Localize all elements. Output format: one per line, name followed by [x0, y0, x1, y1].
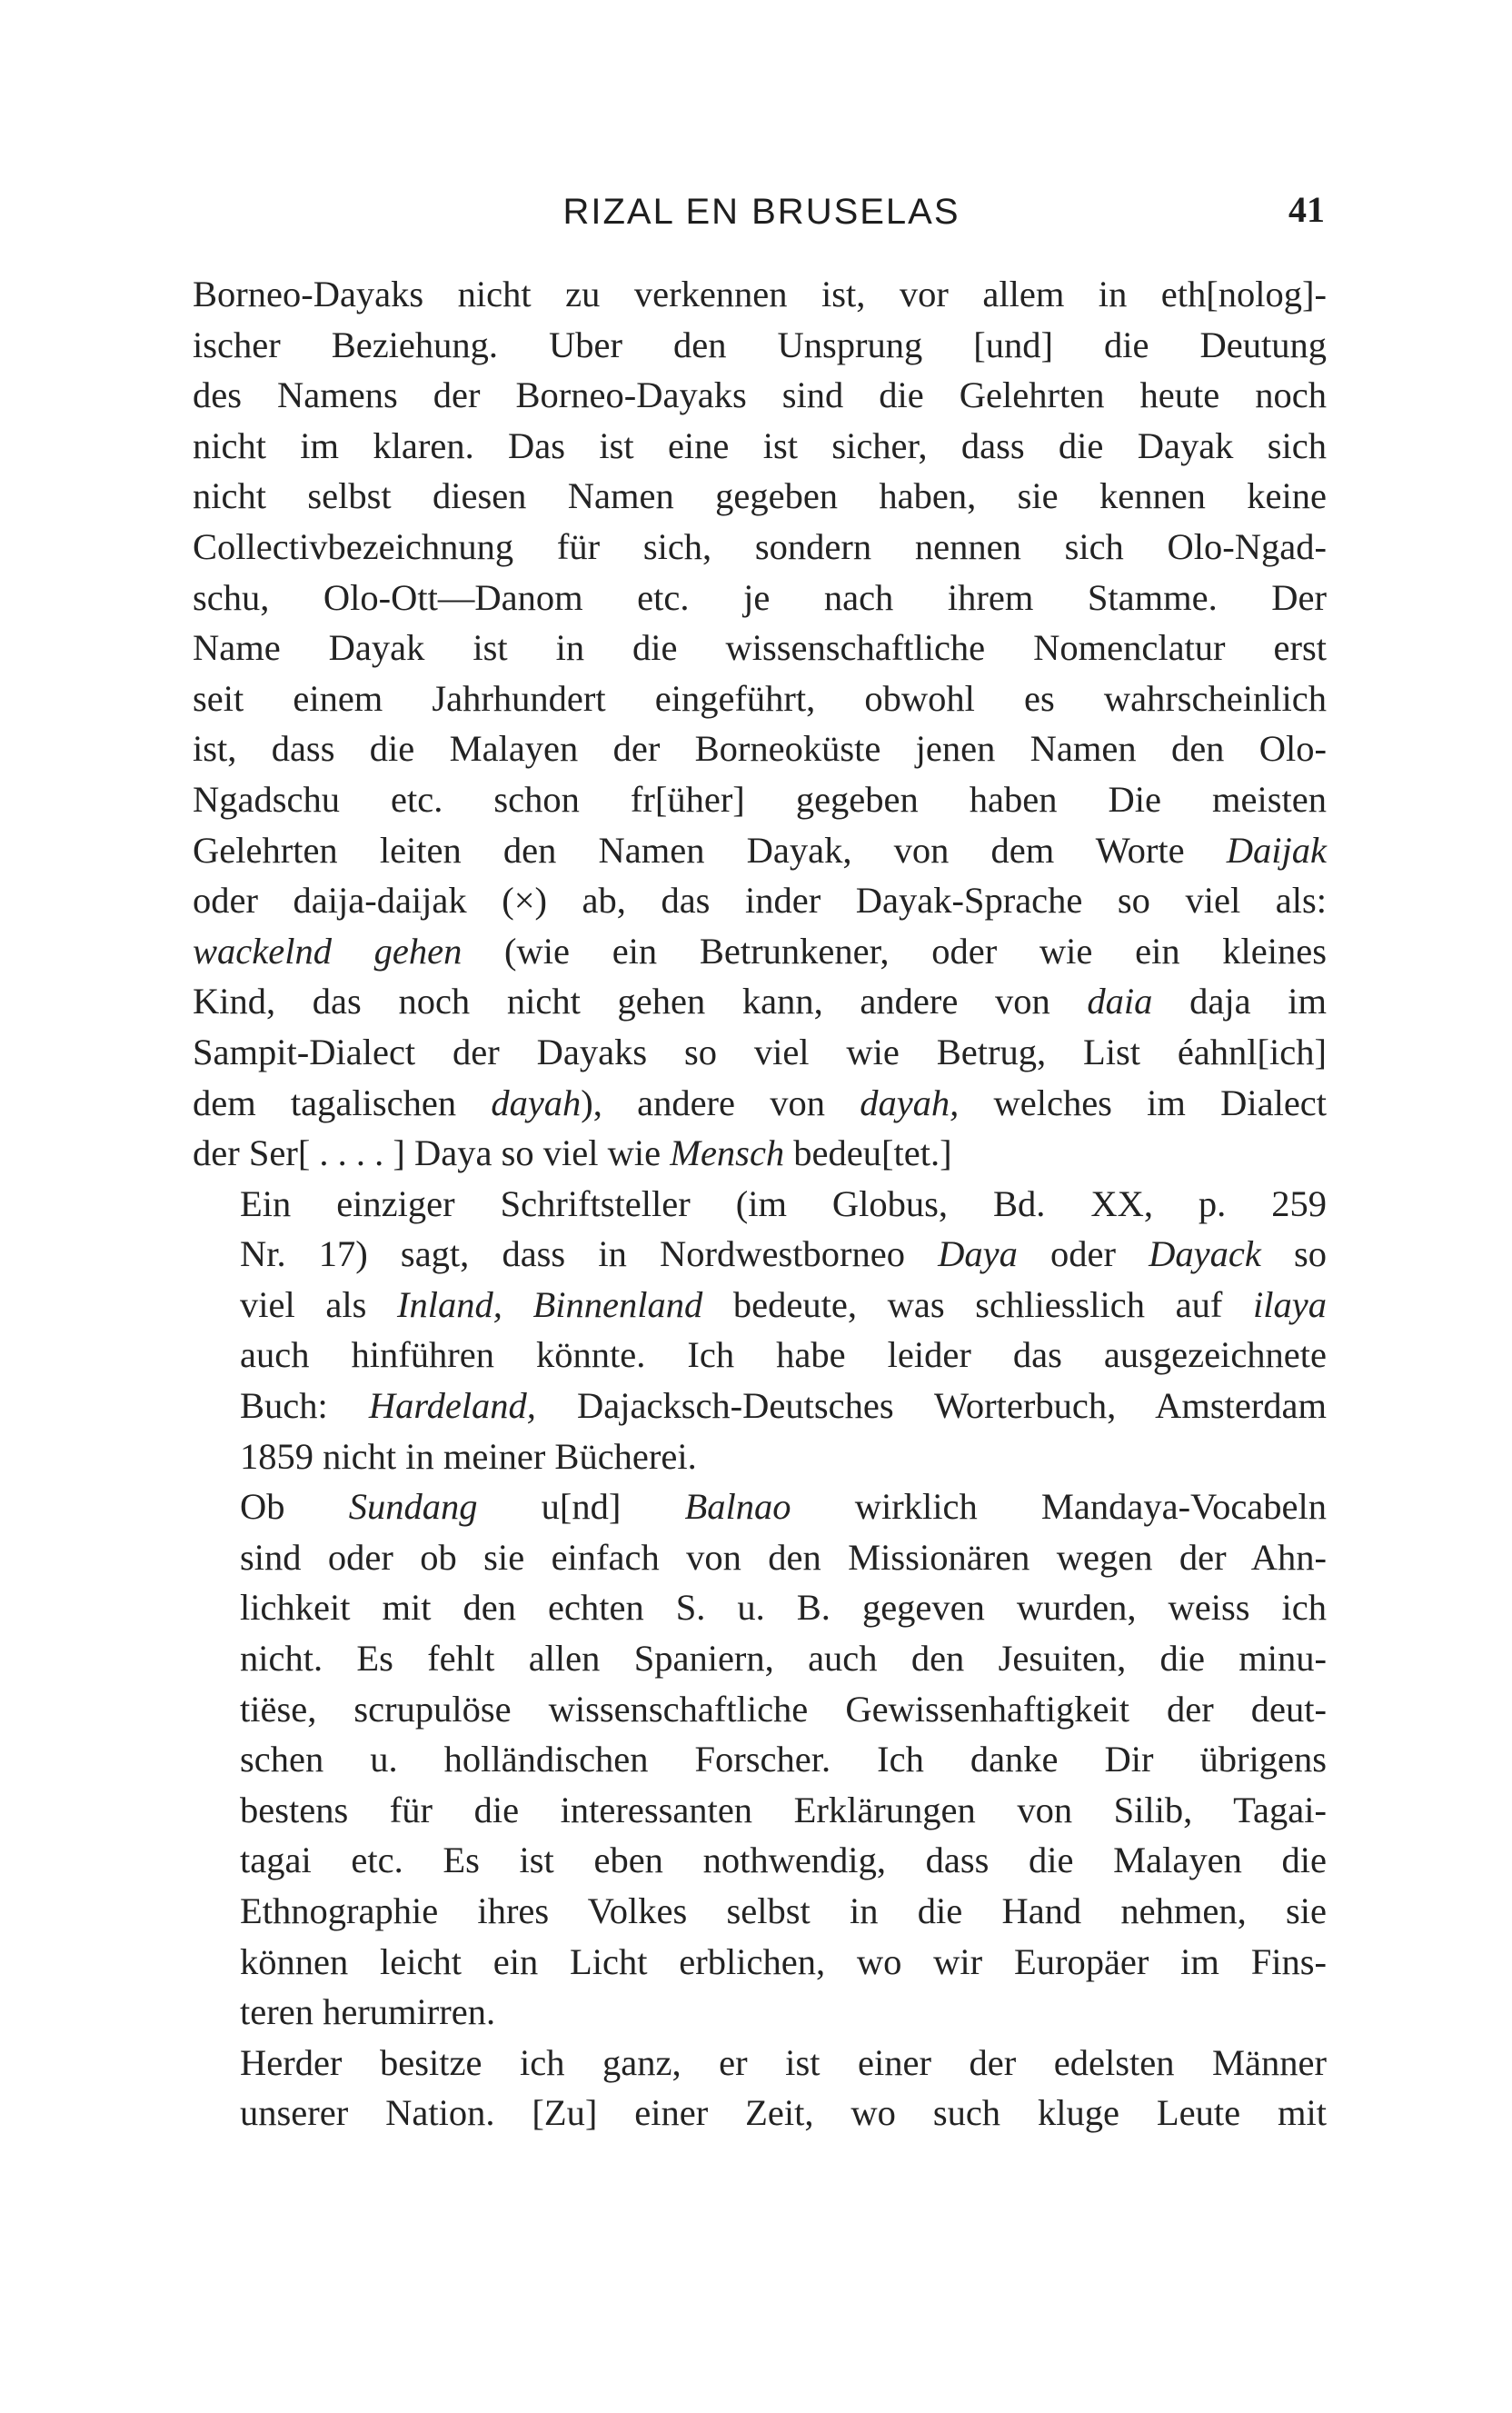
text-line: teren herumirren. [240, 1991, 496, 2033]
running-title: RIZAL EN BRUSELAS [562, 192, 960, 232]
text-run: wirklich Mandaya-Vocabeln [854, 1486, 1328, 1528]
text-line: lichkeit mit den echten S. u. B. gegeven wurden, weiss ich [240, 1587, 1327, 1629]
text-run: Kind, das noch nicht gehen kann, andere von [193, 981, 1050, 1022]
text-line: auch hinführen könnte. Ich habe leider das ausgezeichnete [240, 1334, 1327, 1376]
text-run: bedeu[tet.] [793, 1132, 952, 1174]
running-head [198, 186, 1325, 241]
text-run: viel als [240, 1283, 367, 1325]
text-run: daja im [1189, 981, 1327, 1022]
text-line: Collectivbezeichnung für sich, sondern nennen sich Olo-Ngad- [193, 525, 1327, 567]
italic-term: dayah [491, 1082, 582, 1123]
text-run: Nr. 17) sagt, dass in Nordwestborneo [240, 1233, 905, 1275]
italic-term: Balnao [684, 1486, 791, 1528]
text-run: welches im Dialect [993, 1082, 1328, 1123]
page-number: 41 [1288, 189, 1325, 230]
text-run: dem tagalischen [193, 1082, 457, 1123]
text-line: schu, Olo-Ott—Danom etc. je nach ihrem Stamme. Der [193, 576, 1327, 618]
italic-term: daia [1087, 981, 1153, 1022]
text-line: schen u. holländischen Forscher. Ich danke Dir übrigens [240, 1739, 1327, 1780]
text-line: nicht. Es fehlt allen Spaniern, auch den Jesuiten, die minu- [240, 1638, 1327, 1680]
text-line [193, 926, 1327, 977]
text-line: tagai etc. Es ist eben nothwendig, dass die Malayen die [240, 1840, 1327, 1881]
text-run: oder [1050, 1233, 1116, 1275]
text-line [193, 825, 1327, 876]
text-line [193, 1229, 1327, 1280]
italic-term: Sundang [348, 1486, 478, 1528]
text-line: sind oder ob sie einfach von den Missionären wegen der Ahn- [240, 1536, 1327, 1578]
text-line [193, 1078, 1327, 1129]
text-line: tiëse, scrupulöse wissenschaftliche Gewissenhaftigkeit der deut- [240, 1688, 1327, 1730]
italic-term: Hardeland, [368, 1385, 536, 1427]
paragraph-3 [193, 1481, 1327, 2038]
text-run: Ob [240, 1486, 285, 1528]
italic-term: Dayack [1149, 1233, 1261, 1275]
italic-term: ilaya [1253, 1283, 1327, 1325]
italic-term: Daijak [1226, 829, 1328, 871]
text-line: Herder besitze ich ganz, er ist einer der edelsten Männer [240, 2041, 1327, 2083]
text-run: ), andere von [581, 1082, 825, 1123]
text-run: Buch: [240, 1385, 328, 1427]
text-line: oder daija-daijak (×) ab, das inder Dayak-Sprache so viel als: [193, 880, 1327, 922]
text-run: Dajacksch-Deutsches Worterbuch, Amsterdam [577, 1385, 1328, 1427]
text-run: so [1294, 1233, 1328, 1275]
italic-term: Mensch [670, 1132, 785, 1174]
italic-term: Inland, Binnenland [397, 1283, 703, 1325]
text-line: Ein einziger Schriftsteller (im Globus, Bd. XX, p. 259 [240, 1182, 1327, 1224]
paragraph-4 [193, 2038, 1327, 2139]
body-text [193, 269, 1327, 2139]
italic-term: Daya [938, 1233, 1018, 1275]
text-line [193, 1481, 1327, 1532]
text-line: unserer Nation. [Zu] einer Zeit, wo such kluge Leute mit [240, 2092, 1327, 2134]
text-line: nicht im klaren. Das ist eine ist sicher, dass die Dayak sich [193, 424, 1327, 466]
italic-term: wackelnd gehen [193, 930, 463, 972]
text-run: Gelehrten leiten den Namen Dayak, von dem Worte [193, 829, 1185, 871]
text-line: Ethnographie ihres Volkes selbst in die Hand nehmen, sie [240, 1890, 1327, 1931]
text-run: der Ser[ . . . . ] Daya so viel wie [193, 1132, 662, 1174]
paragraph-2 [193, 1179, 1327, 1482]
text-line: bestens für die interessanten Erklärungen von Silib, Tagai- [240, 1789, 1327, 1830]
text-line: seit einem Jahrhundert eingeführt, obwohl es wahrscheinlich [193, 677, 1327, 719]
text-line: 1859 nicht in meiner Bücherei. [240, 1435, 697, 1477]
text-run: bedeute, was schliesslich auf [732, 1283, 1223, 1325]
paragraph-1 [193, 269, 1327, 1179]
text-line [193, 1381, 1327, 1431]
text-line: Ngadschu etc. schon fr[üher] gegeben haben Die meisten [193, 778, 1327, 820]
text-line: Sampit-Dialect der Dayaks so viel wie Betrug, List éahnl[ich] [193, 1031, 1327, 1072]
text-line: des Namens der Borneo-Dayaks sind die Gelehrten heute noch [193, 374, 1327, 416]
text-line: Name Dayak ist in die wissenschaftliche Nomenclatur erst [193, 627, 1327, 669]
text-run: (wie ein Betrunkener, oder wie ein kleines [504, 930, 1327, 972]
text-line [193, 1280, 1327, 1331]
text-line [193, 1128, 1327, 1179]
text-line [193, 976, 1327, 1027]
text-run: u[nd] [541, 1486, 622, 1528]
text-line: ischer Beziehung. Uber den Unsprung [und] die Deutung [193, 324, 1327, 365]
text-line: Borneo-Dayaks nicht zu verkennen ist, vor allem in eth[nolog]- [193, 274, 1327, 314]
text-line: nicht selbst diesen Namen gegeben haben, sie kennen keine [193, 475, 1327, 517]
text-line: können leicht ein Licht erblichen, wo wir Europäer im Fins- [240, 1940, 1327, 1982]
italic-term: dayah, [860, 1082, 960, 1123]
text-line: ist, dass die Malayen der Borneoküste jenen Namen den Olo- [193, 728, 1327, 770]
